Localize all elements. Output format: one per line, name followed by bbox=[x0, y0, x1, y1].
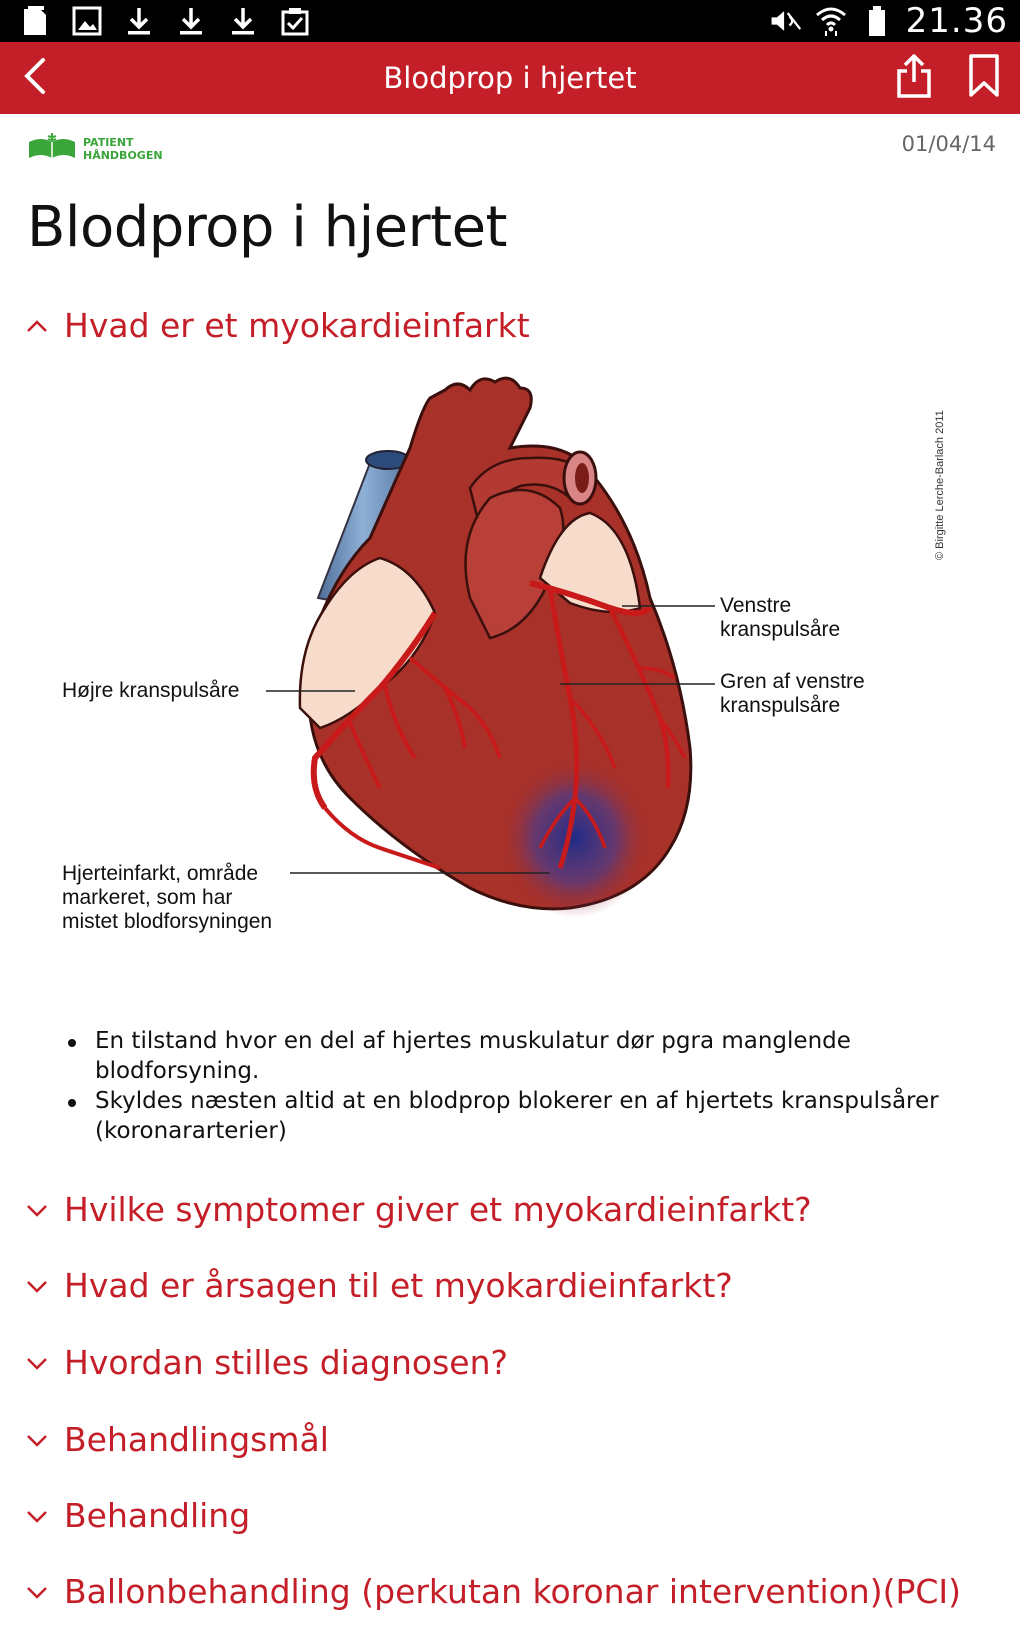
section-header-diagnosen[interactable] bbox=[24, 1343, 508, 1382]
book-logo-icon bbox=[27, 132, 77, 166]
chevron-up-icon bbox=[24, 313, 50, 339]
article-date: 01/04/14 bbox=[901, 132, 996, 156]
chevron-down-icon bbox=[24, 1503, 50, 1529]
status-time: 21.36 bbox=[905, 1, 1008, 41]
chevron-down-icon bbox=[24, 1273, 50, 1299]
image-icon bbox=[70, 4, 104, 38]
bullet-list bbox=[62, 1026, 962, 1146]
mute-icon bbox=[768, 4, 802, 38]
section-header-pci[interactable] bbox=[24, 1572, 961, 1611]
toolbar-title: Blodprop i hjertet bbox=[383, 61, 637, 95]
notes-icon bbox=[18, 4, 52, 38]
bullet-text: blodforsyning. bbox=[95, 1058, 260, 1084]
section-title: Ballonbehandling (perkutan koronar intervention)(PCI) bbox=[64, 1572, 962, 1611]
page-title: Blodprop i hjertet bbox=[27, 195, 507, 260]
bullet-text: Skyldes næsten altid at en blodprop blokerer en af hjertets kranspulsårer bbox=[95, 1088, 939, 1114]
label-venstre-1: Venstre bbox=[720, 594, 792, 617]
chevron-down-icon bbox=[24, 1197, 50, 1223]
chevron-down-icon bbox=[24, 1350, 50, 1376]
section-header-behandlingsmal[interactable] bbox=[24, 1420, 329, 1459]
section-header-arsagen[interactable] bbox=[24, 1266, 733, 1305]
share-button[interactable] bbox=[888, 52, 940, 104]
label-gren-1: Gren af venstre bbox=[720, 670, 865, 693]
bookmark-icon bbox=[968, 53, 1000, 103]
section-title: Hvad er et myokardieinfarkt bbox=[64, 306, 530, 345]
chevron-down-icon bbox=[24, 1579, 50, 1605]
logo-line2: HÅNDBOGEN bbox=[83, 149, 163, 162]
download-icon bbox=[122, 4, 156, 38]
section-title: Behandlingsmål bbox=[64, 1420, 329, 1459]
chevron-down-icon bbox=[24, 1427, 50, 1453]
label-venstre-2: kranspulsåre bbox=[720, 618, 841, 641]
bullet-text: En tilstand hvor en del af hjertes muskulatur dør pgra manglende bbox=[95, 1028, 851, 1054]
bookmark-button[interactable] bbox=[958, 52, 1010, 104]
share-icon bbox=[896, 53, 932, 103]
heart-illustration bbox=[50, 368, 1000, 968]
list-item bbox=[62, 1086, 962, 1146]
battery-icon bbox=[860, 4, 894, 38]
section-title: Behandling bbox=[64, 1496, 251, 1535]
label-infarkt-1: Hjerteinfarkt, område bbox=[62, 862, 259, 885]
section-title: Hvad er årsagen til et myokardieinfarkt? bbox=[64, 1266, 733, 1305]
label-infarkt-3: mistet blodforsyningen bbox=[62, 910, 273, 933]
clipboard-check-icon bbox=[278, 4, 312, 38]
label-hojre: Højre kranspulsåre bbox=[62, 679, 240, 702]
section-header-behandling[interactable] bbox=[24, 1496, 250, 1535]
copyright-text: © Birgitte Lerche-Barlach 2011 bbox=[934, 410, 946, 560]
section-header-symptomer[interactable] bbox=[24, 1190, 812, 1229]
status-bar bbox=[0, 0, 1020, 42]
bullet-text: (koronararterier) bbox=[95, 1118, 287, 1144]
section-header-expanded[interactable] bbox=[24, 306, 530, 345]
label-infarkt-2: markeret, som har bbox=[62, 886, 233, 909]
app-toolbar bbox=[0, 42, 1020, 114]
patient-handbogen-logo bbox=[27, 132, 163, 166]
download-icon bbox=[174, 4, 208, 38]
label-gren-2: kranspulsåre bbox=[720, 694, 841, 717]
list-item bbox=[62, 1026, 962, 1086]
section-title: Hvilke symptomer giver et myokardieinfarkt? bbox=[64, 1190, 812, 1229]
logo-line1: PATIENT bbox=[83, 136, 134, 149]
download-icon bbox=[226, 4, 260, 38]
wifi-icon bbox=[814, 4, 848, 38]
section-title: Hvordan stilles diagnosen? bbox=[64, 1343, 509, 1382]
